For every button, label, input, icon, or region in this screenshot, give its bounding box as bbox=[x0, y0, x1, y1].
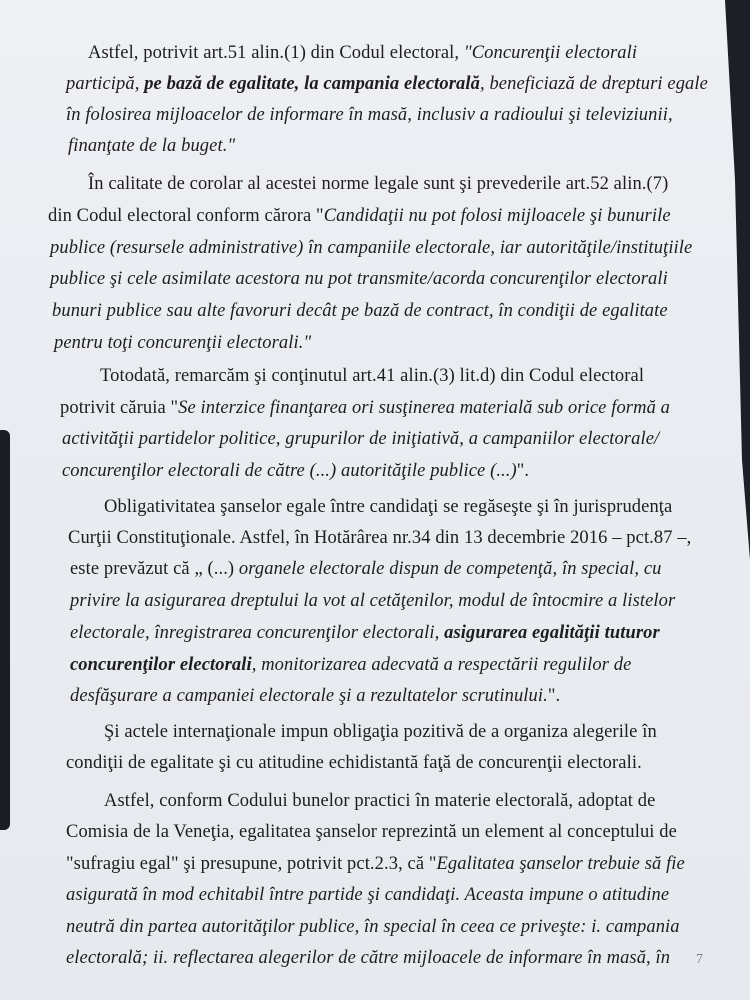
body-text: Totodată, remarcăm şi conţinutul art.41 alin.(3) lit.d) din Codul electoral bbox=[100, 365, 645, 386]
text-line bbox=[104, 497, 672, 518]
text-line bbox=[66, 822, 677, 843]
quoted-text: asigurată în mod echitabil între partide şi candidaţi. Aceasta impune o atitudine bbox=[66, 885, 670, 906]
quoted-text: , beneficiază de drepturi egale bbox=[480, 74, 708, 95]
quoted-text: în folosirea mijloacelor de informare în masă, inclusiv a radioului şi televiziunii, bbox=[66, 105, 673, 126]
text-line bbox=[104, 791, 655, 812]
quoted-text: electorale, înregistrarea concurenţilor electorali, bbox=[70, 622, 445, 643]
quoted-text: , monitorizarea adecvată a respectării regulilor de bbox=[251, 654, 632, 675]
quoted-text: privire la asigurarea dreptului la vot al cetăţenilor, modul de întocmire a listelor bbox=[70, 591, 676, 612]
quoted-text: desfăşurare a campaniei electorale şi a rezultatelor scrutinului. bbox=[70, 685, 548, 706]
body-text: Astfel, conform Codului bunelor practici în materie electorală, adoptat de bbox=[104, 791, 656, 812]
quoted-text: participă, bbox=[66, 74, 145, 95]
quoted-text: publice şi cele asimilate acestora nu pot transmite/acorda concurenţilor electorali bbox=[50, 269, 668, 290]
body-text: Obligativitatea şanselor egale între candidaţi se regăseşte şi în jurisprudenţa bbox=[104, 497, 673, 518]
quoted-text: concurenţilor electorali de către (...) autorităţile publice (...) bbox=[62, 461, 517, 482]
text-line bbox=[66, 105, 673, 126]
text-line bbox=[50, 238, 692, 259]
body-text: Şi actele internaţionale impun obligaţia pozitivă de a organiza alegerile în bbox=[104, 721, 657, 742]
text-line bbox=[88, 174, 668, 195]
quoted-text: Candidaţii nu pot folosi mijloacele şi bunurile bbox=[323, 206, 671, 227]
text-line bbox=[60, 398, 670, 419]
page-number: 7 bbox=[696, 952, 703, 967]
body-text: În calitate de corolar al acestei norme legale sunt şi prevederile art.52 alin.(7) bbox=[88, 174, 669, 195]
background-edge bbox=[0, 430, 10, 830]
body-text: Curţii Constituţionale. Astfel, în Hotărârea nr.34 din 13 decembrie 2016 – pct.87 –, bbox=[68, 528, 692, 549]
body-text: ". bbox=[547, 685, 561, 706]
bold-text: concurenţilor electorali bbox=[70, 654, 252, 675]
text-line bbox=[62, 429, 659, 450]
body-text: Astfel, potrivit art.51 alin.(1) din Codul electoral, bbox=[88, 43, 464, 63]
text-line bbox=[68, 136, 235, 157]
bold-text: pe bază de egalitate, la campania electorală bbox=[144, 74, 480, 95]
quoted-text: neutră din partea autorităţilor publice, în special în ceea ce priveşte: i. campania bbox=[66, 916, 680, 937]
body-text: este prevăzut că „ (...) bbox=[70, 559, 239, 580]
text-line bbox=[66, 854, 685, 875]
text-line bbox=[50, 269, 668, 290]
body-text: Comisia de la Veneţia, egalitatea şanselor reprezintă un element al conceptului de bbox=[66, 822, 677, 843]
quoted-text: "Concurenţii electorali bbox=[463, 43, 638, 63]
body-text: "sufragiu egal" şi presupune, potrivit pct.2.3, că " bbox=[66, 853, 437, 874]
quoted-text: Se interzice finanţarea ori susţinerea materială sub orice formă a bbox=[178, 397, 670, 418]
text-line bbox=[70, 591, 675, 612]
text-line bbox=[48, 206, 671, 227]
body-text: potrivit căruia " bbox=[60, 397, 179, 418]
quoted-text: publice (resursele administrative) în campaniile electorale, iar autorităţile/instituţiile bbox=[50, 238, 693, 259]
text-line bbox=[54, 333, 311, 354]
text-line bbox=[66, 885, 669, 906]
body-text: din Codul electoral conform cărora " bbox=[48, 206, 324, 227]
text-line bbox=[66, 753, 642, 774]
bold-text: asigurarea egalităţii tuturor bbox=[444, 622, 660, 643]
text-line bbox=[66, 917, 680, 938]
text-line bbox=[66, 74, 708, 95]
quoted-text: bunuri publice sau alte favoruri decât pe bază de contract, în condiţii de egalitate bbox=[52, 301, 668, 322]
text-line bbox=[66, 948, 670, 969]
text-line bbox=[70, 686, 560, 707]
quoted-text: Egalitatea şanselor trebuie să fie bbox=[436, 853, 685, 874]
text-line bbox=[70, 655, 631, 676]
body-text: ". bbox=[516, 461, 530, 482]
text-line bbox=[62, 461, 529, 482]
text-line bbox=[104, 722, 657, 743]
text-line bbox=[52, 301, 668, 322]
quoted-text: organele electorale dispun de competenţă, în special, cu bbox=[238, 559, 662, 580]
quoted-text: activităţii partidelor politice, grupurilor de iniţiativă, a campaniilor electorale/ bbox=[62, 429, 660, 450]
text-line bbox=[70, 559, 662, 580]
text-line bbox=[88, 43, 637, 64]
quoted-text: pentru toţi concurenţii electorali." bbox=[54, 332, 312, 353]
text-line bbox=[70, 623, 660, 644]
text-line bbox=[68, 528, 691, 549]
body-text: condiţii de egalitate şi cu atitudine echidistantă faţă de concurenţii electorali. bbox=[66, 752, 642, 773]
quoted-text: electorală; ii. reflectarea alegerilor de către mijloacele de informare în masă, în bbox=[66, 948, 671, 968]
text-line bbox=[100, 366, 644, 387]
quoted-text: finanţate de la buget." bbox=[68, 136, 236, 157]
